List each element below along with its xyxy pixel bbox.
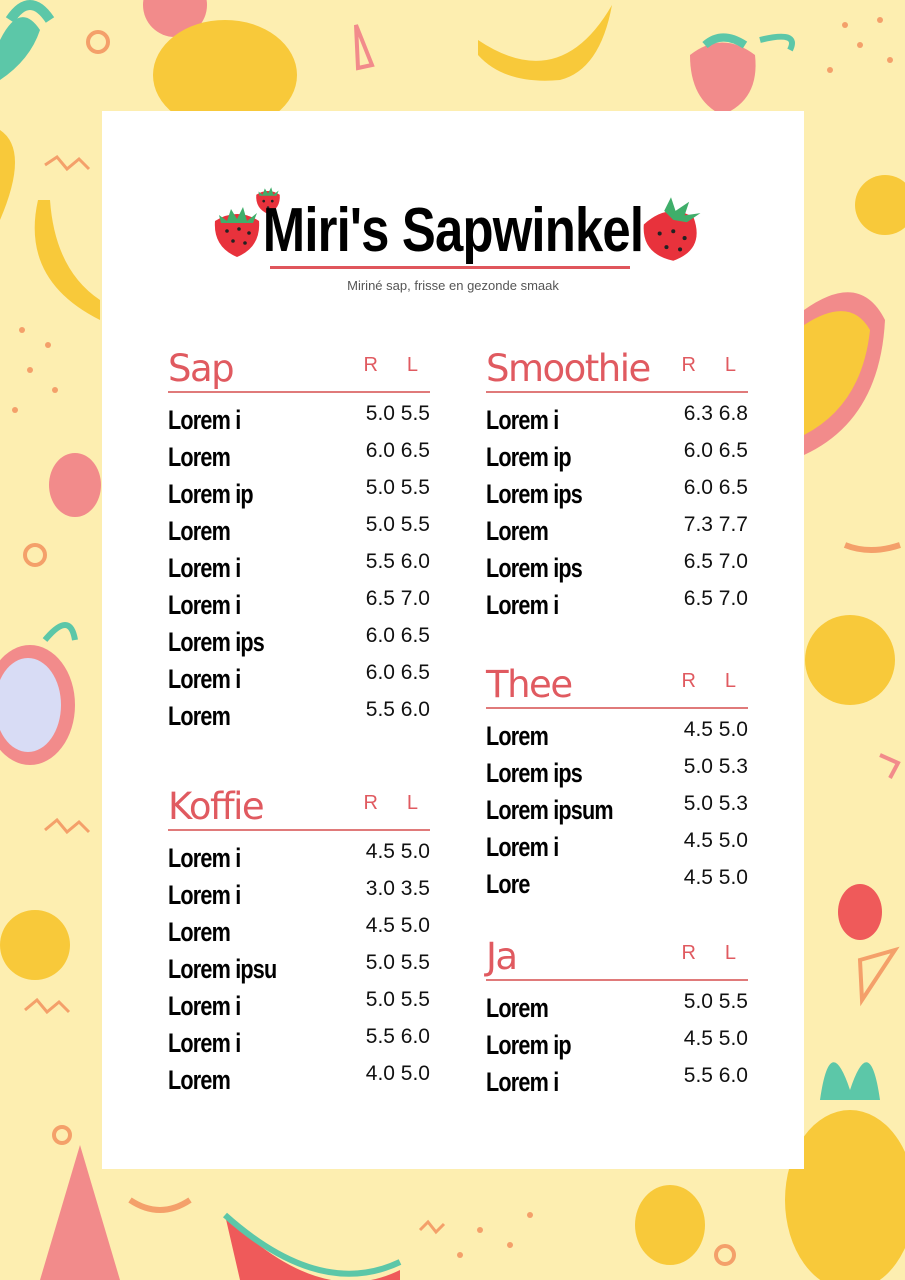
menu-item-prices: 4.0 5.0: [365, 1062, 430, 1085]
menu-item-name: Lorem ips: [486, 479, 583, 509]
menu-item-name: Lorem: [168, 701, 231, 731]
section-header: [168, 779, 430, 831]
section-title: Ja: [486, 935, 517, 978]
column-r-label: R: [363, 792, 378, 814]
menu-item: [486, 755, 748, 795]
menu-card: [102, 111, 804, 1169]
menu-item-name: Lorem: [486, 993, 549, 1023]
menu-item-name: Lorem ipsu: [168, 954, 277, 984]
menu-item-prices: 5.5 6.0: [365, 698, 430, 721]
menu-item-name: Lorem i: [168, 664, 241, 694]
dragonfruit-icon: [0, 625, 75, 765]
menu-item: [168, 476, 430, 516]
menu-item-prices: 5.0 5.5: [365, 988, 430, 1011]
menu-item: [168, 698, 430, 738]
menu-item: [486, 1064, 748, 1104]
menu-item-name: Lorem: [168, 917, 231, 947]
column-r-label: R: [363, 354, 378, 376]
menu-item: [168, 513, 430, 553]
menu-item-name: Lorem i: [486, 590, 559, 620]
section-koffie: [168, 779, 430, 1102]
menu-item-name: Lorem ips: [486, 553, 583, 583]
menu-item-name: Lorem i: [168, 553, 241, 583]
orange-icon: [0, 910, 70, 980]
menu-item-name: Lorem i: [486, 405, 559, 435]
menu-item-prices: 5.0 5.5: [683, 990, 748, 1013]
menu-item: [168, 914, 430, 954]
section-title: Koffie: [168, 785, 264, 828]
menu-item-prices: 7.3 7.7: [683, 513, 748, 536]
menu-item-name: Lorem ip: [486, 1030, 571, 1060]
menu-item-prices: 6.5 7.0: [683, 550, 748, 573]
menu-item-name: Lorem: [168, 1065, 231, 1095]
section-smoothie: [486, 341, 748, 627]
column-r-label: R: [681, 942, 696, 964]
menu-item: [486, 476, 748, 516]
menu-item: [168, 550, 430, 590]
menu-item-prices: 5.0 5.5: [365, 951, 430, 974]
banana-icon: [35, 200, 100, 320]
menu-item: [168, 877, 430, 917]
column-l-label: L: [724, 942, 736, 964]
menu-item-name: Lorem ipsum: [486, 795, 613, 825]
menu-item: [168, 439, 430, 479]
menu-item: [168, 1025, 430, 1065]
menu-item-name: Lorem ip: [168, 479, 253, 509]
section-sap: [168, 341, 430, 738]
menu-item-prices: 5.5 6.0: [365, 550, 430, 573]
menu-item: [486, 718, 748, 758]
menu-item-name: Lorem: [486, 516, 549, 546]
menu-item-prices: 6.5 7.0: [683, 587, 748, 610]
menu-item-name: Lorem i: [168, 843, 241, 873]
column-r-label: R: [681, 670, 696, 692]
menu-item: [168, 661, 430, 701]
menu-item: [168, 951, 430, 991]
menu-item: [168, 624, 430, 664]
menu-item-name: Lorem: [168, 442, 231, 472]
menu-item-prices: 4.5 5.0: [683, 718, 748, 741]
menu-item: [486, 402, 748, 442]
menu-item-prices: 5.5 6.0: [365, 1025, 430, 1048]
menu-item-prices: 5.0 5.5: [365, 513, 430, 536]
menu-item-prices: 4.5 5.0: [365, 840, 430, 863]
menu-item-prices: 5.0 5.3: [683, 755, 748, 778]
strawberry-icon: [49, 453, 101, 517]
menu-item-name: Lorem: [168, 516, 231, 546]
menu-item-prices: 5.0 5.3: [683, 792, 748, 815]
section-header: [486, 929, 748, 981]
column-r-label: R: [681, 354, 696, 376]
menu-item: [168, 988, 430, 1028]
menu-item-prices: 5.0 5.5: [365, 402, 430, 425]
section-thee: [486, 657, 748, 906]
menu-item: [168, 587, 430, 627]
menu-item: [168, 402, 430, 442]
menu-item: [168, 1062, 430, 1102]
menu-item-name: Lorem i: [486, 1067, 559, 1097]
menu-item-name: Lorem ips: [168, 627, 265, 657]
menu-item-prices: 6.0 6.5: [365, 439, 430, 462]
menu-item-name: Lorem i: [168, 1028, 241, 1058]
menu-item-name: Lorem i: [168, 590, 241, 620]
column-l-label: L: [724, 670, 736, 692]
menu-item: [486, 550, 748, 590]
menu-item-prices: 6.5 7.0: [365, 587, 430, 610]
title-underline: [270, 266, 630, 269]
menu-item: [486, 513, 748, 553]
menu-item-prices: 5.0 5.5: [365, 476, 430, 499]
menu-item-prices: 4.5 5.0: [365, 914, 430, 937]
menu-item-name: Lorem i: [168, 405, 241, 435]
menu-item: [486, 990, 748, 1030]
menu-item-name: Lorem i: [486, 832, 559, 862]
menu-item-prices: 4.5 5.0: [683, 866, 748, 889]
strawberry-icon: [637, 193, 705, 265]
orange-icon: [855, 175, 905, 235]
orange-icon: [805, 615, 895, 705]
menu-item-name: Lore: [486, 869, 530, 899]
menu-item-prices: 5.5 6.0: [683, 1064, 748, 1087]
menu-item: [486, 792, 748, 832]
menu-item-prices: 4.5 5.0: [683, 829, 748, 852]
section-title: Sap: [168, 347, 234, 390]
menu-item-name: Lorem i: [168, 880, 241, 910]
column-l-label: L: [406, 792, 418, 814]
papaya-icon: [804, 292, 885, 455]
orange-icon: [635, 1185, 705, 1265]
menu-item-prices: 6.0 6.5: [365, 624, 430, 647]
menu-item-name: Lorem: [486, 721, 549, 751]
menu-item-prices: 6.0 6.5: [683, 476, 748, 499]
menu-item: [486, 829, 748, 869]
menu-item-name: Lorem ip: [486, 442, 571, 472]
menu-item-prices: 6.3 6.8: [683, 402, 748, 425]
page-subtitle: Miriné sap, frisse en gezonde smaak: [347, 278, 559, 293]
menu-item-prices: 3.0 3.5: [365, 877, 430, 900]
menu-item-prices: 4.5 5.0: [683, 1027, 748, 1050]
column-l-label: L: [406, 354, 418, 376]
section-header: [486, 657, 748, 709]
menu-item-prices: 6.0 6.5: [683, 439, 748, 462]
menu-item: [486, 439, 748, 479]
section-title: Thee: [486, 663, 572, 706]
menu-item-prices: 6.0 6.5: [365, 661, 430, 684]
menu-item: [486, 587, 748, 627]
banana-icon: [478, 5, 612, 81]
menu-item-name: Lorem i: [168, 991, 241, 1021]
menu-item: [486, 1027, 748, 1067]
section-ja: [486, 929, 748, 1104]
section-title: Smoothie: [486, 347, 650, 390]
page-title: Miri's Sapwinkel: [262, 196, 644, 265]
section-header: [486, 341, 748, 393]
menu-item: [486, 866, 748, 906]
section-header: [168, 341, 430, 393]
strawberry-icon: [838, 884, 882, 940]
triangle-icon: [356, 25, 372, 68]
pineapple-icon: [0, 5, 50, 80]
menu-item-name: Lorem ips: [486, 758, 583, 788]
strawberry-icon: [690, 38, 756, 116]
menu-header: [102, 111, 804, 311]
menu-item: [168, 840, 430, 880]
column-l-label: L: [724, 354, 736, 376]
ring-icon: [88, 32, 108, 52]
